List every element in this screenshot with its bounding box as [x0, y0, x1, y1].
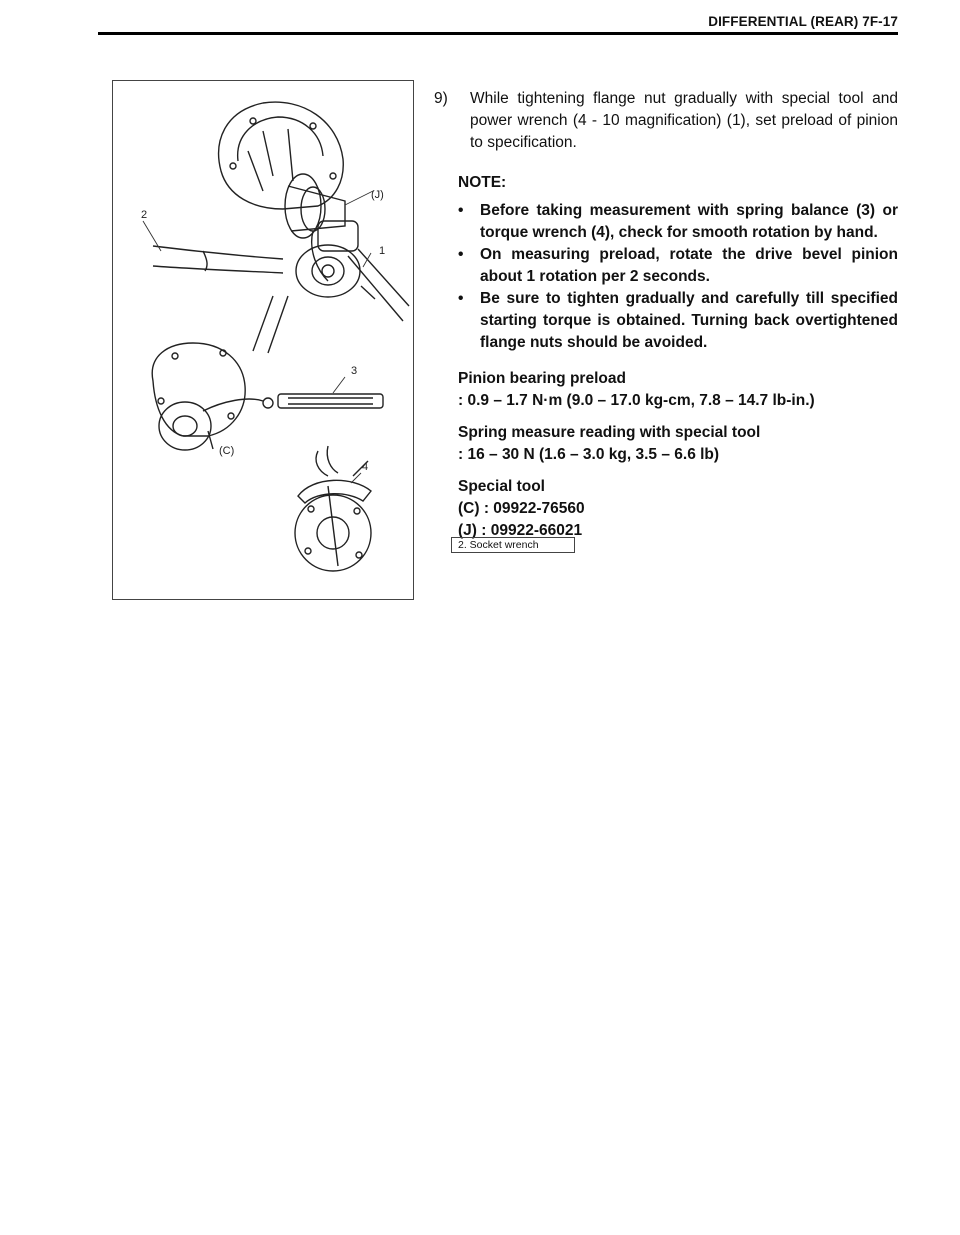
spring-label: Spring measure reading with special tool [458, 424, 761, 441]
preload-spec [434, 368, 898, 412]
note-item [458, 244, 898, 288]
page-header-title: DIFFERENTIAL (REAR) 7F-17 [708, 14, 898, 29]
step-number: 9) [434, 90, 448, 107]
differential-illustration [113, 81, 413, 599]
header-rule [98, 32, 898, 35]
step-text: While tightening flange nut gradually with special tool and power wrench (4 - 10 magnification) (1), set preload of pinion to specification. [470, 90, 898, 151]
preload-label: Pinion bearing preload [458, 370, 626, 387]
bullet-icon: • [458, 202, 464, 219]
spring-value: : 16 – 30 N (1.6 – 3.0 kg, 3.5 – 6.6 lb) [458, 446, 720, 463]
note-label: NOTE: [458, 174, 507, 191]
note-item [458, 200, 898, 244]
note-text: On measuring preload, rotate the drive bevel pinion about 1 rotation per 2 seconds. [480, 246, 898, 285]
preload-value: : 0.9 – 1.7 N·m (9.0 – 17.0 kg-cm, 7.8 – 14.7 lb-in.) [458, 392, 815, 409]
note-text: Be sure to tighten gradually and carefully till specified starting torque is obtained. Turning back overtightened flange nuts should be avoided. [480, 290, 898, 351]
bullet-icon: • [458, 246, 464, 263]
procedure-step [434, 88, 898, 154]
bullet-icon: • [458, 290, 464, 307]
note-item [458, 288, 898, 354]
spring-spec [434, 422, 898, 466]
special-tool-label: Special tool [458, 478, 545, 495]
figure-legend: 2. Socket wrench [451, 537, 575, 553]
special-tool-c: (C) : 09922-76560 [458, 500, 585, 517]
callout-2: 2 [141, 209, 148, 221]
callout-1: 1 [379, 245, 386, 257]
figure-illustration [112, 80, 414, 600]
callout-4: 4 [362, 461, 369, 473]
special-tool-j: (J) : 09922-66021 [458, 522, 583, 539]
special-tool-spec [434, 476, 898, 542]
note-block [434, 172, 898, 354]
callout-3: 3 [351, 365, 358, 377]
note-text: Before taking measurement with spring balance (3) or torque wrench (4), check for smooth rotation by hand. [480, 202, 898, 241]
callout-j: (J) [371, 189, 384, 201]
instruction-column [434, 88, 898, 542]
callout-c: (C) [219, 445, 235, 457]
